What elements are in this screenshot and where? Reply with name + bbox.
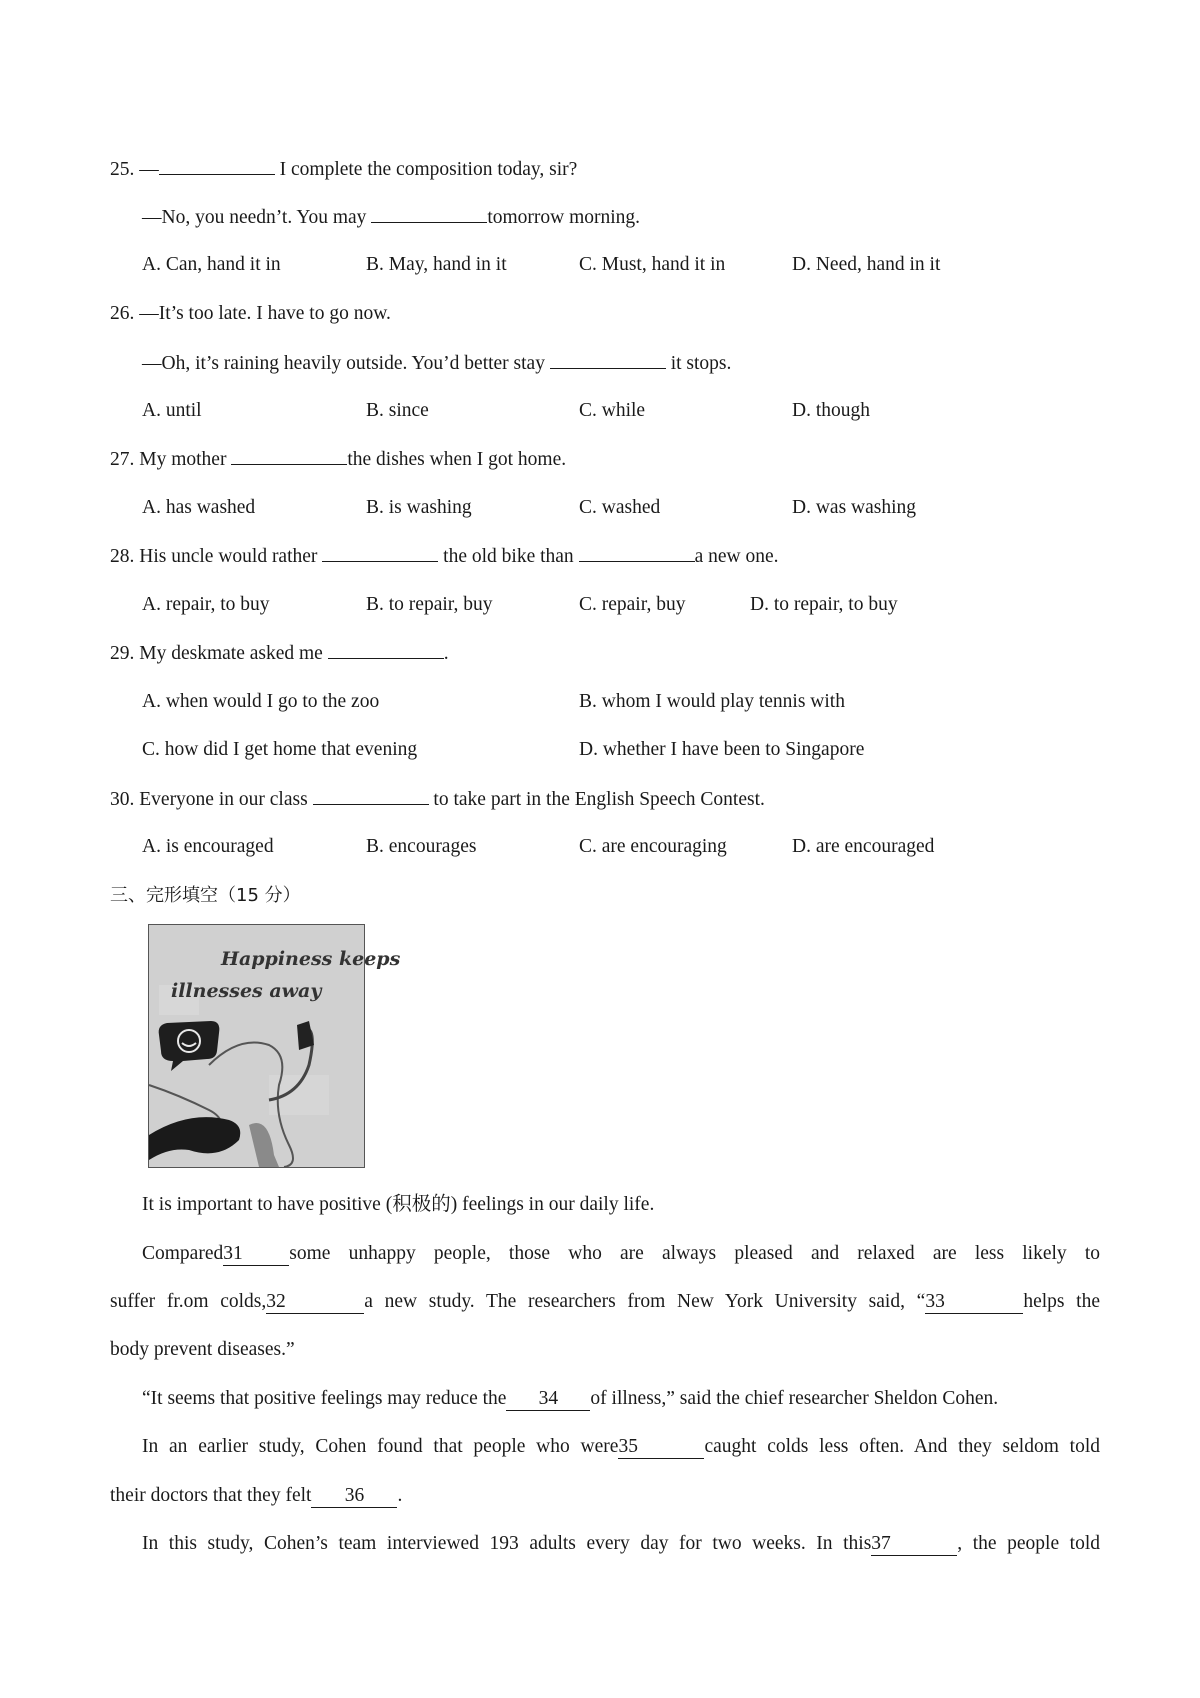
option-b: B. whom I would play tennis with xyxy=(579,691,845,712)
passage-text: In this study, Cohen’s team interviewed 193 adults every day for two weeks. In this xyxy=(142,1533,872,1554)
option-c: C. while xyxy=(579,400,646,421)
passage-paragraph-2-line-2 xyxy=(110,1289,1100,1315)
option-c: C. repair, buy xyxy=(579,594,686,615)
blank-31: 31 xyxy=(223,1243,289,1266)
passage-text: helps the xyxy=(1023,1291,1100,1312)
option-c: C. how did I get home that evening xyxy=(142,739,418,760)
passage-paragraph-4-line-1 xyxy=(142,1434,1100,1460)
passage-text: caught colds less often. And they seldom told xyxy=(704,1436,1100,1457)
option-a: A. when would I go to the zoo xyxy=(142,691,380,712)
option-d: D. are encouraged xyxy=(792,836,935,857)
blank-34: 34 xyxy=(506,1388,590,1411)
stem-prefix: — xyxy=(139,159,159,180)
question-28 xyxy=(110,543,779,570)
option-a: A. repair, to buy xyxy=(142,594,270,615)
passage-text: their doctors that they felt xyxy=(110,1485,312,1506)
option-c: C. are encouraging xyxy=(579,836,727,857)
passage-text: Compared xyxy=(142,1243,224,1264)
option-b: B. is washing xyxy=(366,497,472,518)
answer-blank xyxy=(579,543,695,562)
passage-text: some unhappy people, those who are always pleased and relaxed are less likely to xyxy=(289,1243,1100,1264)
option-a: A. is encouraged xyxy=(142,836,274,857)
question-30 xyxy=(110,786,765,813)
option-d: D. whether I have been to Singapore xyxy=(579,739,865,760)
option-b: B. encourages xyxy=(366,836,477,857)
stem-prefix: My mother xyxy=(139,449,232,470)
question-number: 28. xyxy=(110,546,135,567)
stem-suffix: to take part in the English Speech Contest. xyxy=(428,789,765,810)
passage-text: suffer fr.om colds, xyxy=(110,1291,267,1312)
section-title: 三、完形填空（15 分） xyxy=(110,885,301,906)
question-27 xyxy=(110,446,566,473)
reply-prefix: —No, you needn’t. You may xyxy=(142,207,372,228)
passage-paragraph-3 xyxy=(142,1386,1100,1412)
option-a: A. Can, hand it in xyxy=(142,254,281,275)
passage-text: . xyxy=(397,1485,403,1506)
question-number: 26. xyxy=(110,303,135,324)
passage-paragraph-2-line-1 xyxy=(142,1241,1100,1267)
passage-text: , the people told xyxy=(957,1533,1100,1554)
answer-blank xyxy=(550,350,666,369)
option-b: B. since xyxy=(366,400,429,421)
question-26-reply xyxy=(142,350,731,377)
illustration-text-line1: Happiness keeps xyxy=(221,948,401,970)
question-number: 30. xyxy=(110,789,135,810)
blank-33: 33 xyxy=(925,1291,1023,1314)
stem-prefix: His uncle would rather xyxy=(139,546,323,567)
option-c: C. washed xyxy=(579,497,661,518)
stem-suffix: the dishes when I got home. xyxy=(347,449,567,470)
passage-paragraph-1: It is important to have positive (积极的) feelings in our daily life. xyxy=(142,1194,655,1215)
answer-blank xyxy=(322,543,438,562)
passage-paragraph-4-line-2 xyxy=(110,1483,1100,1509)
stem-prefix: My deskmate asked me xyxy=(139,643,328,664)
answer-blank xyxy=(231,446,347,465)
option-c: C. Must, hand it in xyxy=(579,254,726,275)
passage-text: of illness,” said the chief researcher Sheldon Cohen. xyxy=(590,1388,999,1409)
reply-prefix: —Oh, it’s raining heavily outside. You’d better stay xyxy=(142,353,550,374)
stem-middle: the old bike than xyxy=(438,546,579,567)
passage-paragraph-5 xyxy=(142,1531,1100,1557)
passage-paragraph-2-line-3: body prevent diseases.” xyxy=(110,1339,295,1360)
answer-blank xyxy=(313,786,429,805)
stem-suffix: a new one. xyxy=(694,546,779,567)
question-26 xyxy=(110,301,391,327)
question-number: 25. xyxy=(110,159,135,180)
option-a: A. until xyxy=(142,400,202,421)
option-b: B. to repair, buy xyxy=(366,594,493,615)
reply-suffix: tomorrow morning. xyxy=(487,207,641,228)
blank-37: 37 xyxy=(871,1533,957,1556)
answer-blank xyxy=(371,204,487,223)
option-b: B. May, hand in it xyxy=(366,254,507,275)
question-number: 27. xyxy=(110,449,135,470)
passage-text: In an earlier study, Cohen found that people who were xyxy=(142,1436,619,1457)
blank-35: 35 xyxy=(618,1436,704,1459)
illustration-text-line2: illnesses away xyxy=(171,980,322,1002)
illustration-graphic xyxy=(149,925,401,1167)
question-stem: —It’s too late. I have to go now. xyxy=(139,303,391,324)
question-29 xyxy=(110,640,449,667)
option-d: D. though xyxy=(792,400,870,421)
stem-suffix: I complete the composition today, sir? xyxy=(274,159,578,180)
stem-suffix: . xyxy=(443,643,449,664)
reply-suffix: it stops. xyxy=(665,353,732,374)
option-a: A. has washed xyxy=(142,497,256,518)
blank-36: 36 xyxy=(311,1485,397,1508)
answer-blank xyxy=(159,156,275,175)
option-d: D. Need, hand in it xyxy=(792,254,941,275)
illustration xyxy=(148,924,401,1168)
question-number: 29. xyxy=(110,643,135,664)
answer-blank xyxy=(328,640,444,659)
question-25 xyxy=(110,156,577,183)
blank-32: 32 xyxy=(266,1291,364,1314)
option-d: D. to repair, to buy xyxy=(750,594,898,615)
stem-prefix: Everyone in our class xyxy=(139,789,313,810)
passage-text: “It seems that positive feelings may reduce the xyxy=(142,1388,507,1409)
passage-text: a new study. The researchers from New York University said, “ xyxy=(364,1291,926,1312)
option-d: D. was washing xyxy=(792,497,917,518)
question-25-reply xyxy=(142,204,640,231)
